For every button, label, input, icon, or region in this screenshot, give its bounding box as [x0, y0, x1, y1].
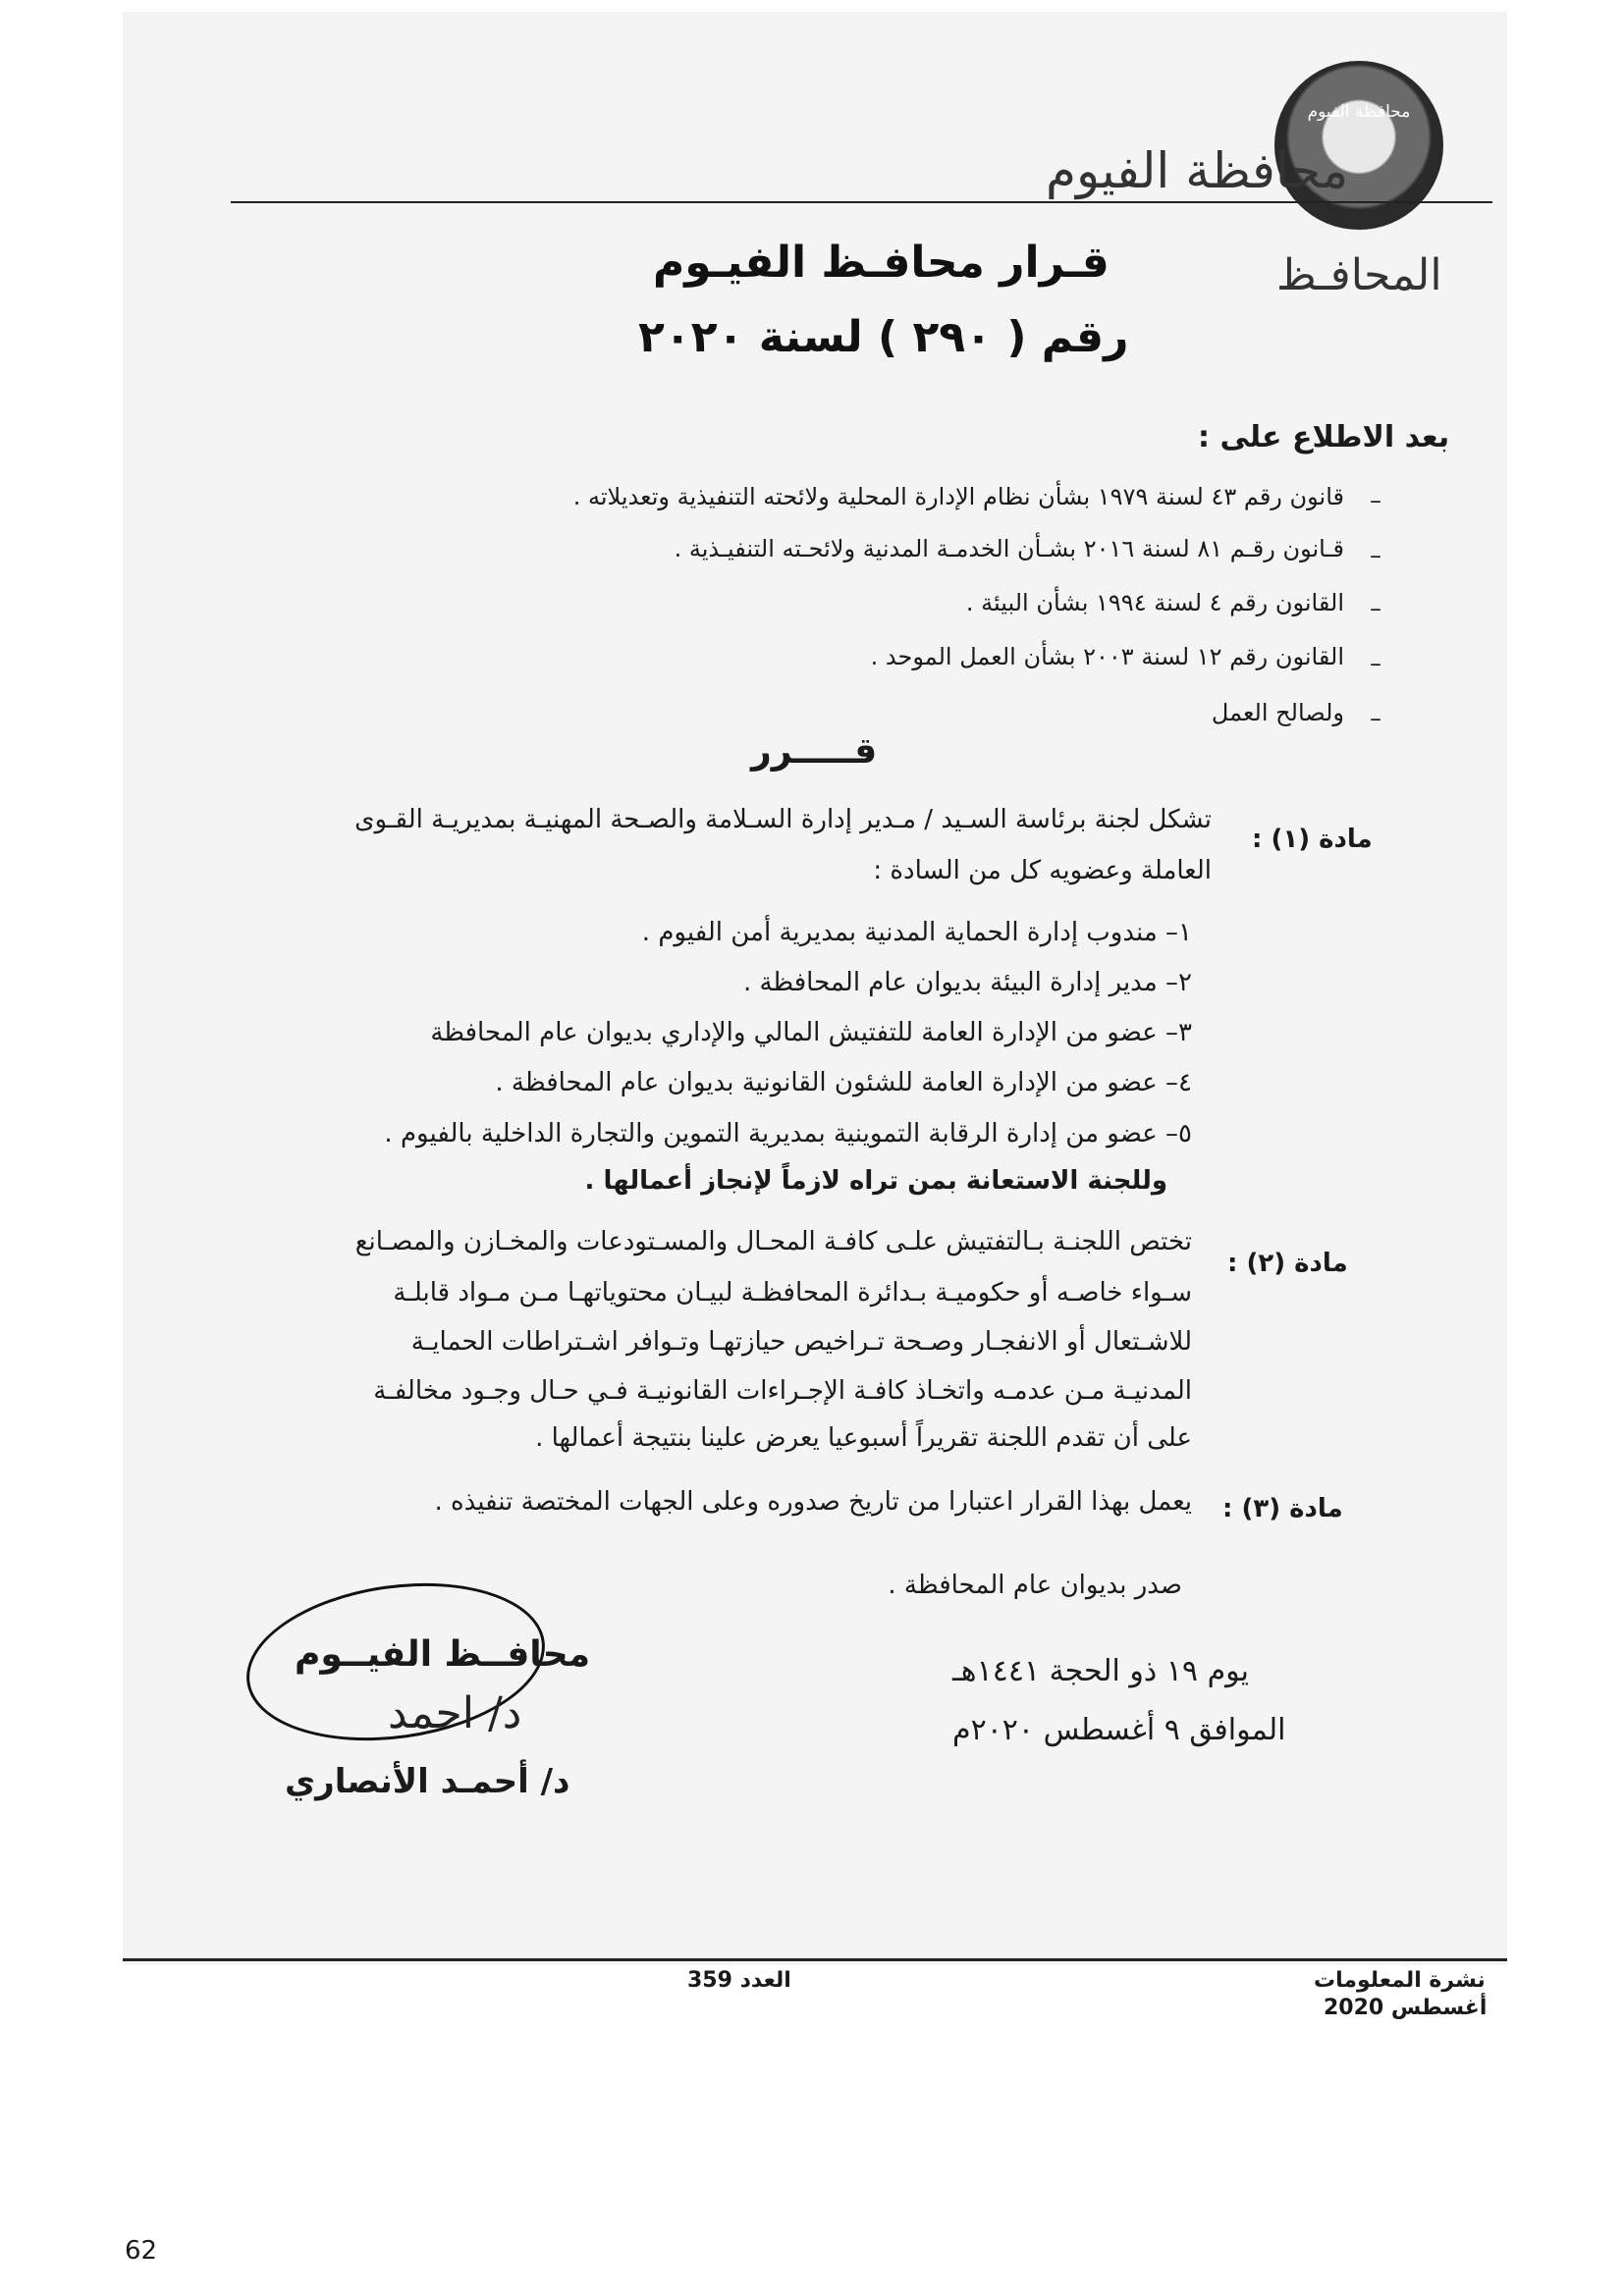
decree-number: رقم ( ٢٩٠ ) لسنة ٢٠٢٠	[638, 312, 1129, 362]
issued-at: صدر بديوان عام المحافظة .	[888, 1571, 1182, 1600]
article-2-line: المدنيـة مـن عدمـه واتخـاذ كافـة الإجـراءات القانونيـة فـي حـال وجـود مخالفـة	[373, 1376, 1192, 1406]
seal-text: محافظة الفيوم	[1307, 102, 1411, 122]
article-3-text: يعمل بهذا القرار اعتبارا من تاريخ صدوره وعلى الجهات المختصة تنفيذه .	[434, 1487, 1192, 1517]
preamble-item: القانون رقم ٤ لسنة ١٩٩٤ بشأن البيئة .	[965, 589, 1344, 616]
committee-member: ٣– عضو من الإدارة العامة للتفتيش المالي والإداري بديوان عام المحافظة	[430, 1018, 1192, 1047]
list-dash: –	[1370, 705, 1381, 732]
governorate-name: محافظة الفيوم	[1046, 142, 1349, 199]
preamble-item: القانون رقم ١٢ لسنة ٢٠٠٣ بشأن العمل الموحد .	[870, 643, 1344, 670]
signature-title: محافــظ الفيــوم	[295, 1634, 591, 1675]
page-number: 62	[125, 2236, 158, 2266]
list-dash: –	[1370, 487, 1381, 514]
bulletin-name: نشرة المعلومات	[1314, 1968, 1486, 1993]
issue-month: أغسطس 2020	[1324, 1996, 1488, 2020]
committee-member: ٥– عضو من إدارة الرقابة التموينية بمديرية التموين والتجارة الداخلية بالفيوم .	[384, 1119, 1192, 1148]
committee-member: ٤– عضو من الإدارة العامة للشئون القانونية بديوان عام المحافظة .	[495, 1068, 1192, 1097]
article-3-label: مادة (٣) :	[1222, 1494, 1343, 1523]
article-1-line-1: تشكل لجنة برئاسة السـيد / مـدير إدارة السـلامة والصـحة المهنيـة بمديريـة القـوى	[354, 805, 1212, 834]
committee-member: ٢– مدير إدارة البيئة بديوان عام المحافظة .	[742, 968, 1192, 997]
article-2-line: للاشـتعال أو الانفجـار وصـحة تـراخيص حيازتهـا وتـوافر اشـتراطات الحمايـة	[410, 1327, 1192, 1357]
article-2-label: مادة (٢) :	[1227, 1249, 1348, 1278]
list-dash: –	[1370, 650, 1381, 677]
article-2-line: تختص اللجنـة بـالتفتيش علـى كافـة المحـال والمسـتودعات والمخـازن والمصـانع	[354, 1227, 1192, 1256]
issue-number: العدد 359	[687, 1968, 791, 1993]
preamble-item: ولصالح العمل	[1211, 699, 1344, 726]
gregorian-date: الموافق ٩ أغسطس ٢٠٢٠م	[952, 1713, 1286, 1747]
handwritten-signature: د/ احمد	[388, 1688, 522, 1738]
decree-title: قـرار محافـظ الفيـوم	[653, 238, 1110, 288]
list-dash: –	[1370, 542, 1381, 569]
preamble-heading: بعد الاطلاع على :	[1198, 420, 1450, 454]
footer-divider	[123, 1958, 1507, 1961]
preamble-item: قانون رقم ٤٣ لسنة ١٩٧٩ بشأن نظام الإدارة المحلية ولائحته التنفيذية وتعديلاته .	[572, 483, 1344, 510]
decided-heading: قـــــرر	[751, 731, 878, 772]
article-1-label: مادة (١) :	[1252, 825, 1373, 854]
hijri-date: يوم ١٩ ذو الحجة ١٤٤١هـ	[952, 1654, 1250, 1688]
article-2-line: سـواء خاصـه أو حكوميـة بـدائرة المحافظـة لبيـان محتوياتهـا مـن مـواد قابلـة	[393, 1278, 1192, 1308]
article-2-line: على أن تقدم اللجنة تقريراً أسبوعيا يعرض علينا بنتيجة أعمالها .	[535, 1423, 1192, 1453]
article-1-line-2: العاملة وعضويه كل من السادة :	[873, 856, 1212, 885]
committee-member: ١– مندوب إدارة الحماية المدنية بمديرية أمن الفيوم .	[641, 918, 1192, 947]
header-divider	[231, 201, 1492, 203]
article-1-closing: وللجنة الاستعانة بمن تراه لازماً لإنجاز أعمالها .	[584, 1166, 1167, 1196]
signatory-name: د/ أحمـد الأنصاري	[285, 1762, 570, 1801]
list-dash: –	[1370, 595, 1381, 622]
governor-label: المحافـظ	[1276, 250, 1442, 300]
preamble-item: قـانون رقـم ٨١ لسنة ٢٠١٦ بشـأن الخدمـة المدنية ولائحـته التنفيـذية .	[674, 535, 1344, 562]
